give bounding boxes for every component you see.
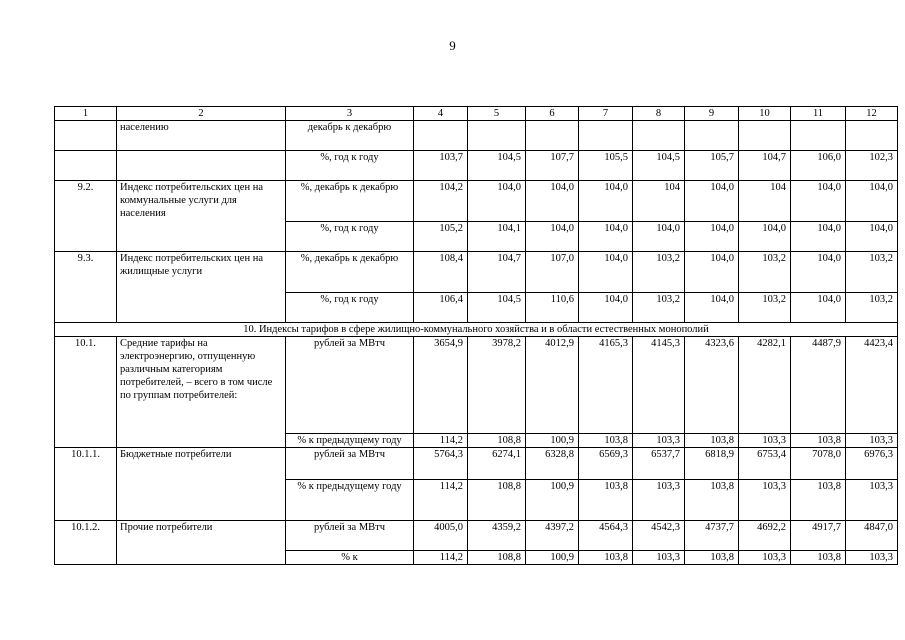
table-row xyxy=(55,252,898,293)
row-number: 9.3. xyxy=(55,252,117,323)
indicator-name: Индекс потребительских цен на коммунальные услуги для населения xyxy=(117,181,286,252)
value-cell: 104,0 xyxy=(739,222,791,252)
value-cell: 4423,4 xyxy=(846,337,898,434)
value-cell: 104,1 xyxy=(468,222,526,252)
unit-cell: рублей за МВтч xyxy=(286,337,414,434)
value-cell: 103,8 xyxy=(791,434,846,448)
value-cell: 103,8 xyxy=(579,480,633,521)
value-cell: 105,7 xyxy=(685,151,739,181)
value-cell: 104,0 xyxy=(579,252,633,293)
value-cell xyxy=(685,121,739,151)
value-cell: 108,8 xyxy=(468,551,526,565)
value-cell: 4487,9 xyxy=(791,337,846,434)
value-cell: 6569,3 xyxy=(579,448,633,480)
value-cell: 104,5 xyxy=(468,293,526,323)
value-cell: 103,3 xyxy=(739,480,791,521)
value-cell: 4323,6 xyxy=(685,337,739,434)
header-cell: 4 xyxy=(414,107,468,121)
value-cell: 103,2 xyxy=(739,293,791,323)
value-cell: 103,2 xyxy=(846,252,898,293)
value-cell xyxy=(579,121,633,151)
header-cell: 7 xyxy=(579,107,633,121)
value-cell: 103,3 xyxy=(846,551,898,565)
value-cell: 104 xyxy=(633,181,685,222)
table-row xyxy=(55,448,898,480)
value-cell: 4282,1 xyxy=(739,337,791,434)
header-cell: 6 xyxy=(526,107,579,121)
value-cell: 4145,3 xyxy=(633,337,685,434)
unit-cell: % к предыдущему году xyxy=(286,434,414,448)
value-cell: 4737,7 xyxy=(685,521,739,551)
value-cell: 102,3 xyxy=(846,151,898,181)
value-cell: 6328,8 xyxy=(526,448,579,480)
value-cell: 104,0 xyxy=(579,181,633,222)
value-cell: 104,0 xyxy=(526,181,579,222)
value-cell: 6537,7 xyxy=(633,448,685,480)
value-cell: 100,9 xyxy=(526,480,579,521)
value-cell: 107,7 xyxy=(526,151,579,181)
value-cell: 4005,0 xyxy=(414,521,468,551)
value-cell: 4397,2 xyxy=(526,521,579,551)
value-cell: 104,0 xyxy=(579,222,633,252)
value-cell: 110,6 xyxy=(526,293,579,323)
value-cell: 103,2 xyxy=(739,252,791,293)
value-cell: 104,0 xyxy=(791,181,846,222)
value-cell: 104,5 xyxy=(468,151,526,181)
value-cell: 104,0 xyxy=(633,222,685,252)
value-cell: 104,0 xyxy=(685,293,739,323)
value-cell: 105,5 xyxy=(579,151,633,181)
indicator-name: Бюджетные потребители xyxy=(117,448,286,521)
value-cell xyxy=(468,121,526,151)
row-number: 10.1.2. xyxy=(55,521,117,565)
table-row xyxy=(55,121,898,151)
unit-cell: декабрь к декабрю xyxy=(286,121,414,151)
value-cell: 108,4 xyxy=(414,252,468,293)
value-cell: 104,0 xyxy=(685,181,739,222)
value-cell: 105,2 xyxy=(414,222,468,252)
value-cell: 103,2 xyxy=(633,293,685,323)
header-cell: 2 xyxy=(117,107,286,121)
value-cell: 4564,3 xyxy=(579,521,633,551)
value-cell: 103,3 xyxy=(633,551,685,565)
value-cell xyxy=(633,121,685,151)
value-cell xyxy=(739,121,791,151)
indicator-name: населению xyxy=(117,121,286,151)
table-row xyxy=(55,181,898,222)
value-cell: 106,0 xyxy=(791,151,846,181)
value-cell: 103,7 xyxy=(414,151,468,181)
value-cell: 103,3 xyxy=(633,480,685,521)
unit-cell: %, декабрь к декабрю xyxy=(286,252,414,293)
value-cell: 6753,4 xyxy=(739,448,791,480)
value-cell: 104,0 xyxy=(468,181,526,222)
value-cell: 7078,0 xyxy=(791,448,846,480)
value-cell: 103,8 xyxy=(791,551,846,565)
unit-cell: %, год к году xyxy=(286,293,414,323)
indicator-name: Индекс потребительских цен на жилищные услуги xyxy=(117,252,286,323)
value-cell: 6976,3 xyxy=(846,448,898,480)
value-cell: 104,0 xyxy=(791,293,846,323)
value-cell: 103,8 xyxy=(791,480,846,521)
value-cell: 100,9 xyxy=(526,551,579,565)
value-cell: 114,2 xyxy=(414,551,468,565)
header-cell: 1 xyxy=(55,107,117,121)
value-cell: 107,0 xyxy=(526,252,579,293)
value-cell: 103,2 xyxy=(633,252,685,293)
unit-cell: рублей за МВтч xyxy=(286,521,414,551)
value-cell: 108,8 xyxy=(468,434,526,448)
unit-cell: %, декабрь к декабрю xyxy=(286,181,414,222)
value-cell: 103,8 xyxy=(579,551,633,565)
value-cell: 114,2 xyxy=(414,480,468,521)
header-row xyxy=(55,107,898,121)
header-cell: 3 xyxy=(286,107,414,121)
row-number: 9.2. xyxy=(55,181,117,252)
value-cell xyxy=(414,121,468,151)
value-cell xyxy=(846,121,898,151)
value-cell: 3978,2 xyxy=(468,337,526,434)
table-row xyxy=(55,337,898,434)
value-cell: 103,8 xyxy=(685,434,739,448)
value-cell: 104,0 xyxy=(579,293,633,323)
table-row xyxy=(55,521,898,551)
value-cell: 103,8 xyxy=(579,434,633,448)
value-cell: 103,3 xyxy=(633,434,685,448)
row-number xyxy=(55,121,117,151)
value-cell: 103,3 xyxy=(739,551,791,565)
value-cell: 4012,9 xyxy=(526,337,579,434)
value-cell: 4165,3 xyxy=(579,337,633,434)
value-cell: 108,8 xyxy=(468,480,526,521)
row-number xyxy=(55,151,117,181)
indicator-name: Средние тарифы на электроэнергию, отпущенную различным категориям потребителей, – всего в том числе по группам потребителей: xyxy=(117,337,286,448)
unit-cell: %, год к году xyxy=(286,222,414,252)
section-row xyxy=(55,323,898,337)
section-title: 10. Индексы тарифов в сфере жилищно-коммунального хозяйства и в области естественных монополий xyxy=(55,323,898,337)
value-cell: 104,0 xyxy=(685,252,739,293)
value-cell: 114,2 xyxy=(414,434,468,448)
value-cell: 6818,9 xyxy=(685,448,739,480)
header-cell: 11 xyxy=(791,107,846,121)
value-cell: 104,7 xyxy=(739,151,791,181)
page-number: 9 xyxy=(449,38,456,53)
table-row xyxy=(55,151,898,181)
row-number: 10.1. xyxy=(55,337,117,448)
unit-cell: % к предыдущему году xyxy=(286,480,414,521)
value-cell: 106,4 xyxy=(414,293,468,323)
indicator-name xyxy=(117,151,286,181)
unit-cell: %, год к году xyxy=(286,151,414,181)
header-cell: 10 xyxy=(739,107,791,121)
value-cell: 103,2 xyxy=(846,293,898,323)
unit-cell: рублей за МВтч xyxy=(286,448,414,480)
value-cell: 104,2 xyxy=(414,181,468,222)
value-cell xyxy=(526,121,579,151)
value-cell: 3654,9 xyxy=(414,337,468,434)
value-cell: 6274,1 xyxy=(468,448,526,480)
value-cell: 104,0 xyxy=(791,252,846,293)
header-cell: 9 xyxy=(685,107,739,121)
value-cell: 104,0 xyxy=(526,222,579,252)
value-cell: 103,3 xyxy=(846,434,898,448)
value-cell: 104,0 xyxy=(685,222,739,252)
value-cell: 4692,2 xyxy=(739,521,791,551)
value-cell: 100,9 xyxy=(526,434,579,448)
indicator-name: Прочие потребители xyxy=(117,521,286,565)
value-cell: 104,7 xyxy=(468,252,526,293)
value-cell: 104,0 xyxy=(846,222,898,252)
header-cell: 8 xyxy=(633,107,685,121)
value-cell: 103,3 xyxy=(846,480,898,521)
value-cell: 104 xyxy=(739,181,791,222)
unit-cell: % к xyxy=(286,551,414,565)
value-cell: 4542,3 xyxy=(633,521,685,551)
header-cell: 5 xyxy=(468,107,526,121)
value-cell: 4847,0 xyxy=(846,521,898,551)
value-cell: 4917,7 xyxy=(791,521,846,551)
value-cell xyxy=(791,121,846,151)
row-number: 10.1.1. xyxy=(55,448,117,521)
value-cell: 104,5 xyxy=(633,151,685,181)
value-cell: 4359,2 xyxy=(468,521,526,551)
value-cell: 103,3 xyxy=(739,434,791,448)
header-cell: 12 xyxy=(846,107,898,121)
value-cell: 5764,3 xyxy=(414,448,468,480)
value-cell: 103,8 xyxy=(685,551,739,565)
value-cell: 103,8 xyxy=(685,480,739,521)
forecast-table xyxy=(54,106,898,565)
value-cell: 104,0 xyxy=(791,222,846,252)
value-cell: 104,0 xyxy=(846,181,898,222)
